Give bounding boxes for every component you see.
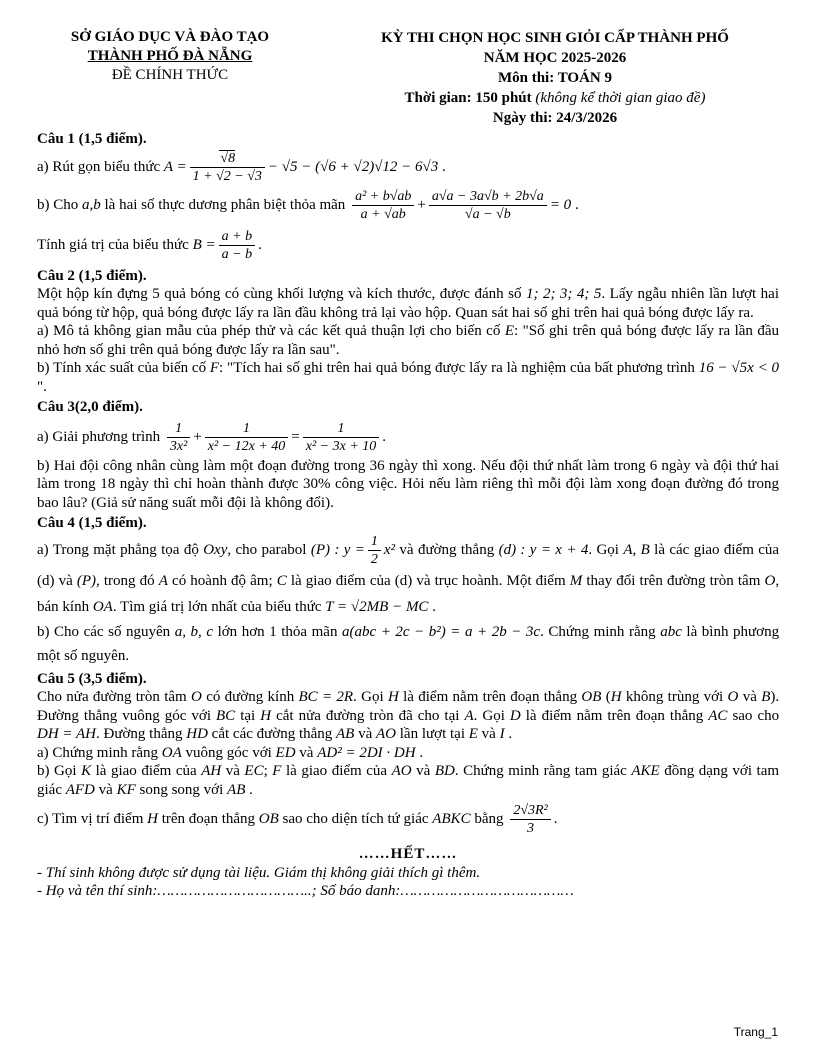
q3-b: b) Hai đội công nhân cùng làm một đoạn đường trong 36 ngày thì xong. Nếu đội thứ nhất làm trong 6 ngày và đội thứ hai làm trong 18 ngày thì chỉ hoàn thành được 30% công việc. Hỏi nếu làm riêng thì mỗi đội làm xong đoạn đường đó trong bao lâu? (Giả sử năng suất mỗi đội là không đổi).	[37, 457, 779, 511]
city-name: THÀNH PHỐ ĐÀ NẴNG	[87, 48, 253, 64]
q3-title: Câu 3(2,0 điểm).	[37, 399, 143, 416]
q2-b: b) Tính xác suất của biến cố F: "Tích hai số ghi trên hai quả bóng được lấy ra là nghiệm của bất phương trình 16 − √5x < 0 ".	[37, 360, 780, 395]
q2-intro: Một hộp kín đựng 5 quả bóng có cùng khối lượng và kích thước, được đánh số 1; 2; 3; 4; 5. Lấy ngẫu nhiên lần lượt hai quả bóng từ hộp, quả bóng được lấy ra lần đầu không trả lại vào hộp. Quan sát hai số ghi trên hai quả bóng được lấy ra.	[37, 286, 779, 321]
exam-body	[37, 128, 779, 901]
q3-a: a) Giải phương trình $\frac{1}{\text{3x²}}$ + $\frac{1}{\text{x² − 12x + 40}}$ = $\frac{1}{\text{x² − 3x + 10}}$ .	[37, 420, 387, 454]
header-left	[40, 28, 300, 85]
department-name: SỞ GIÁO DỤC VÀ ĐÀO TẠO	[70, 29, 270, 45]
subject: Môn thi: TOÁN 9	[497, 70, 613, 86]
official-exam-label: ĐỀ CHÍNH THỨC	[111, 67, 229, 83]
q5-b: b) Gọi K là giao điểm của AH và EC; F là giao điểm của AO và BD. Chứng minh rằng tam giác AKE đồng dạng với tam giác AFD và KF song song với AB .	[37, 763, 780, 798]
q4-b: b) Cho các số nguyên a, b, c lớn hơn 1 thỏa mãn a(abc + 2c − b²) = a + 2b − 3c. Chứng minh rằng abc là bình phương một số nguyên.	[37, 623, 780, 664]
q5-title: Câu 5 (3,5 điểm).	[37, 670, 147, 687]
q4-title: Câu 4 (1,5 điểm).	[37, 515, 147, 532]
time-line: Thời gian: 150 phút (không kể thời gian giao đề)	[404, 90, 706, 106]
exam-name: KỲ THI CHỌN HỌC SINH GIỎI CẤP THÀNH PHỐ	[381, 30, 729, 46]
school-year: NĂM HỌC 2025-2026	[483, 50, 627, 66]
exam-note-1: - Thí sinh không được sử dụng tài liệu. Giám thị không giải thích gì thêm.	[37, 864, 481, 881]
q5-a: a) Chứng minh rằng OA vuông góc với ED và AD² = 2DI · DH .	[37, 744, 424, 761]
q1-a: a) Rút gọn biểu thức A = $\frac{√8}{1 + √2 - √3}$ − √5 − (√6 + √2)√12 − 6√3 .	[37, 150, 446, 184]
end-marker: ……HẾT……	[358, 846, 458, 863]
q1-title: Câu 1 (1,5 điểm).	[37, 131, 147, 147]
q2-a: a) Mô tả không gian mẫu của phép thử và các kết quả thuận lợi cho biến cố E: "Số ghi trên quả bóng được lấy ra lần đầu nhỏ hơn số ghi trên quả bóng được lấy ra lần sau".	[37, 323, 780, 358]
page-number: Trang_1	[733, 1025, 778, 1039]
q1-b: b) Cho a,b là hai số thực dương phân biệt thỏa mãn $\frac{\text{a² + b√ab}}{a + √ab}$ + $\frac{a√a - 3a√b + 2b√a}{√a - √b}$ = 0 .	[37, 188, 579, 222]
q5-intro: Cho nửa đường tròn tâm O có đường kính BC = 2R. Gọi H là điểm nằm trên đoạn thẳng OB (H không trùng với O và B). Đường thẳng vuông góc với BC tại H cắt nửa đường tròn đã cho tại A. Gọi D là điểm nằm trên đoạn thẳng AC sao cho DH = AH. Đường thẳng HD cắt các đường thẳng AB và AO lần lượt tại E và I .	[37, 689, 780, 743]
header-right	[330, 28, 780, 128]
q5-c: c) Tìm vị trí điểm H trên đoạn thẳng OB sao cho diện tích tứ giác ABKC bằng $\frac{\text{2√3R²}}{3}$ .	[37, 803, 558, 837]
q4-a: a) Trong mặt phẳng tọa độ Oxy, cho parabol (P) : y = $\frac{1}{2}$ x² và đường thẳng (d) : y = x + 4. Gọi A, B là các giao điểm của (d) và (P), trong đó A có hoành độ âm; C là giao điểm của (d) và trục hoành. Một điểm M thay đổi trên đường tròn tâm O, bán kính OA. Tìm giá trị lớn nhất của biểu thức T = √2MB − MC .	[37, 533, 780, 615]
exam-date: Ngày thi: 24/3/2026	[492, 110, 618, 126]
q2-title: Câu 2 (1,5 điểm).	[37, 267, 147, 284]
exam-note-2: - Họ và tên thí sinh:……………………………..; Số báo danh:…………………………………	[37, 883, 574, 900]
q1-b2: Tính giá trị của biểu thức B = $\frac{a + b}{a - b}$ .	[37, 228, 262, 262]
